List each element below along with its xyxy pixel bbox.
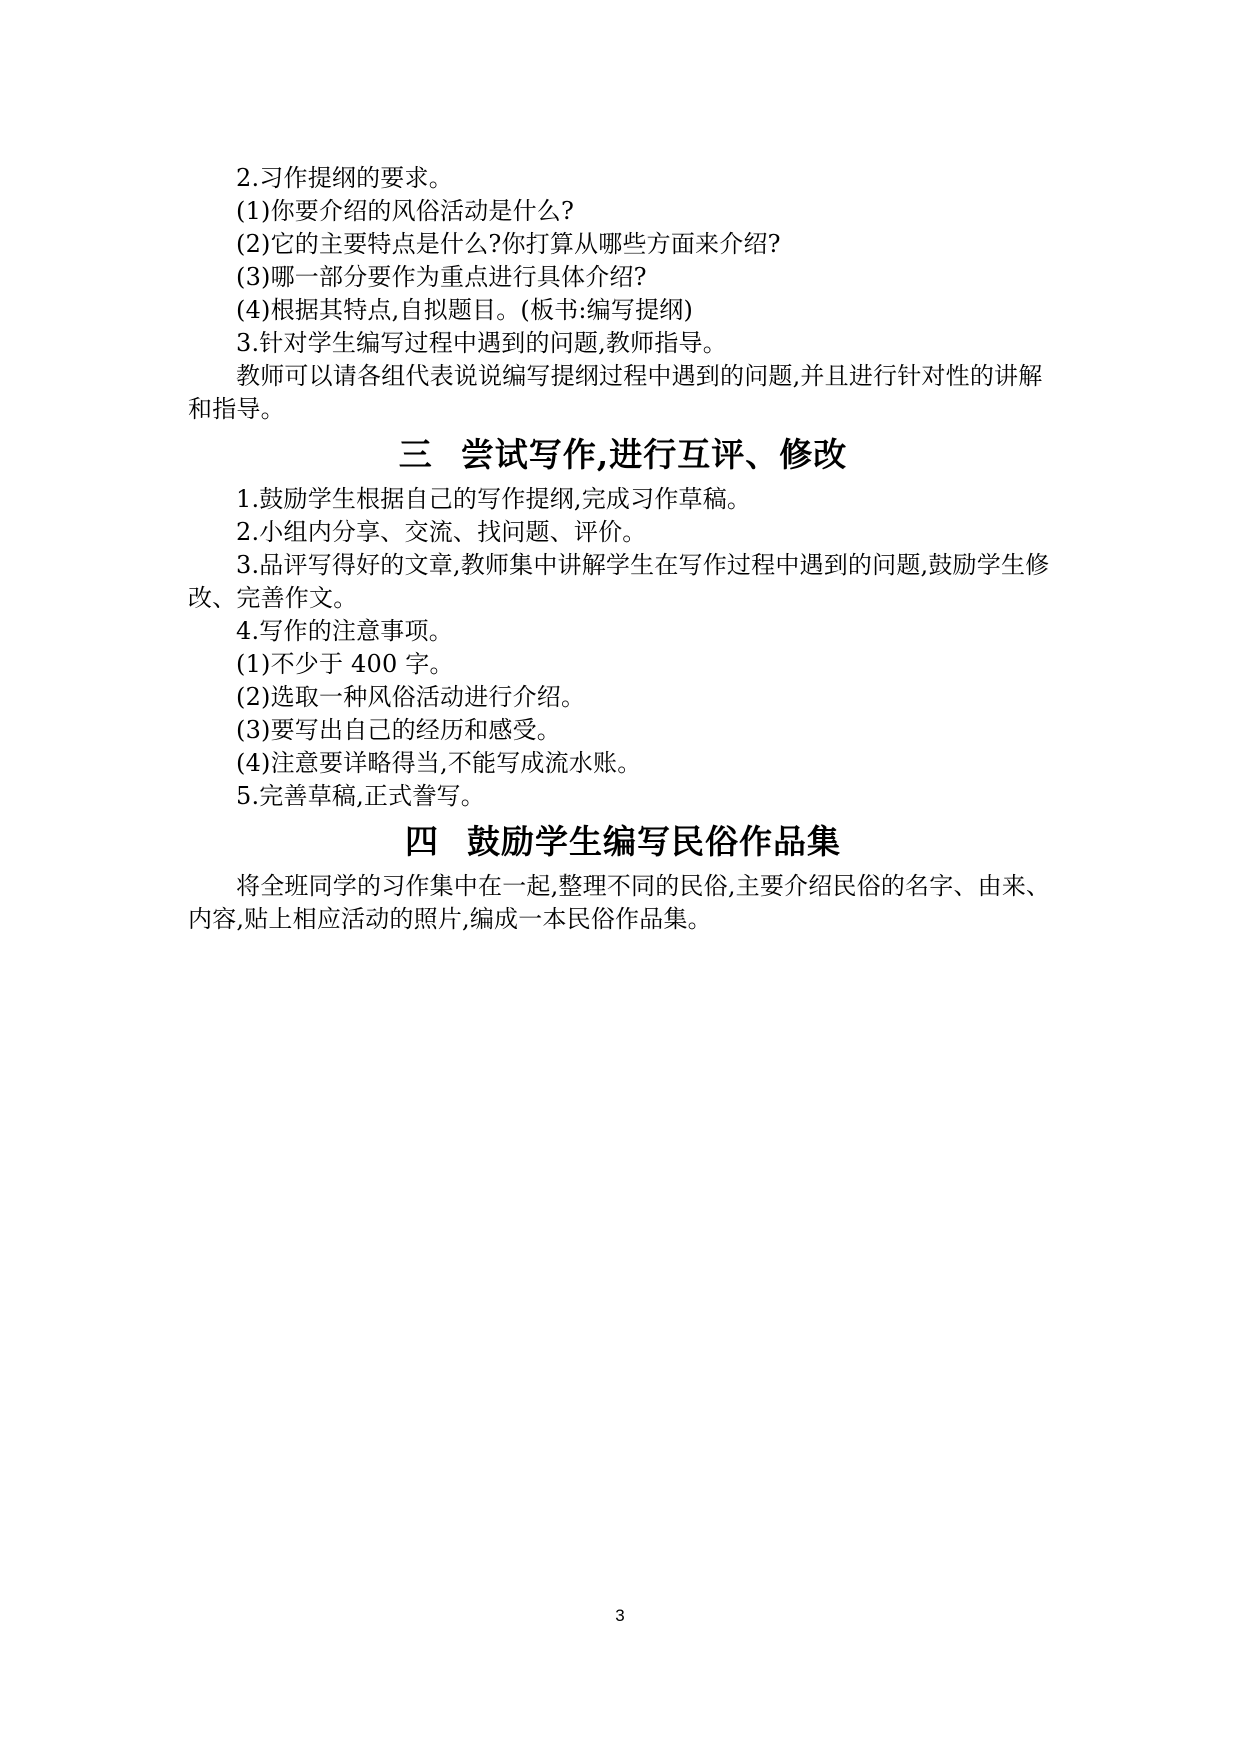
collection-paragraph: 将全班同学的习作集中在一起,整理不同的民俗,主要介绍民俗的名字、由来、内容,贴上相应活动的照片,编成一本民俗作品集。 [188,872,1051,933]
outline-question-3: (3)哪一部分要作为重点进行具体介绍? [236,263,647,291]
outline-question-1: (1)你要介绍的风俗活动是什么? [236,197,575,225]
teacher-guidance-item: 3.针对学生编写过程中遇到的问题,教师指导。 [236,329,727,357]
writing-note-1: (1)不少于 400 字。 [236,650,454,678]
section-heading-4 [188,818,1058,866]
writing-note-3: (3)要写出自己的经历和感受。 [236,716,561,744]
writing-note-2: (2)选取一种风俗活动进行介绍。 [236,683,586,711]
teacher-guidance-paragraph: 教师可以请各组代表说说编写提纲过程中遇到的问题,并且进行针对性的讲解和指导。 [188,362,1043,423]
section-heading-3 [188,431,1058,479]
section-number: 四 [405,822,439,861]
writing-step-4: 4.写作的注意事项。 [236,617,453,645]
document-body [188,162,1058,936]
writing-step-5: 5.完善草稿,正式誊写。 [236,782,485,810]
writing-step-2: 2.小组内分享、交流、找问题、评价。 [236,518,647,546]
section-number: 三 [398,435,433,474]
writing-note-4: (4)注意要详略得当,不能写成流水账。 [236,749,642,777]
section-title: 尝试写作,进行互评、修改 [460,435,848,474]
writing-step-1: 1.鼓励学生根据自己的写作提纲,完成习作草稿。 [236,485,752,513]
outline-requirements-item: 2.习作提纲的要求。 [236,164,453,192]
outline-question-4: (4)根据其特点,自拟题目。(板书:编写提纲) [236,296,694,324]
page-number: 3 [615,1606,625,1625]
writing-step-3: 3.品评写得好的文章,教师集中讲解学生在写作过程中遇到的问题,鼓励学生修改、完善作文。 [188,551,1050,612]
outline-question-2: (2)它的主要特点是什么?你打算从哪些方面来介绍? [236,230,781,258]
section-title: 鼓励学生编写民俗作品集 [467,822,841,861]
